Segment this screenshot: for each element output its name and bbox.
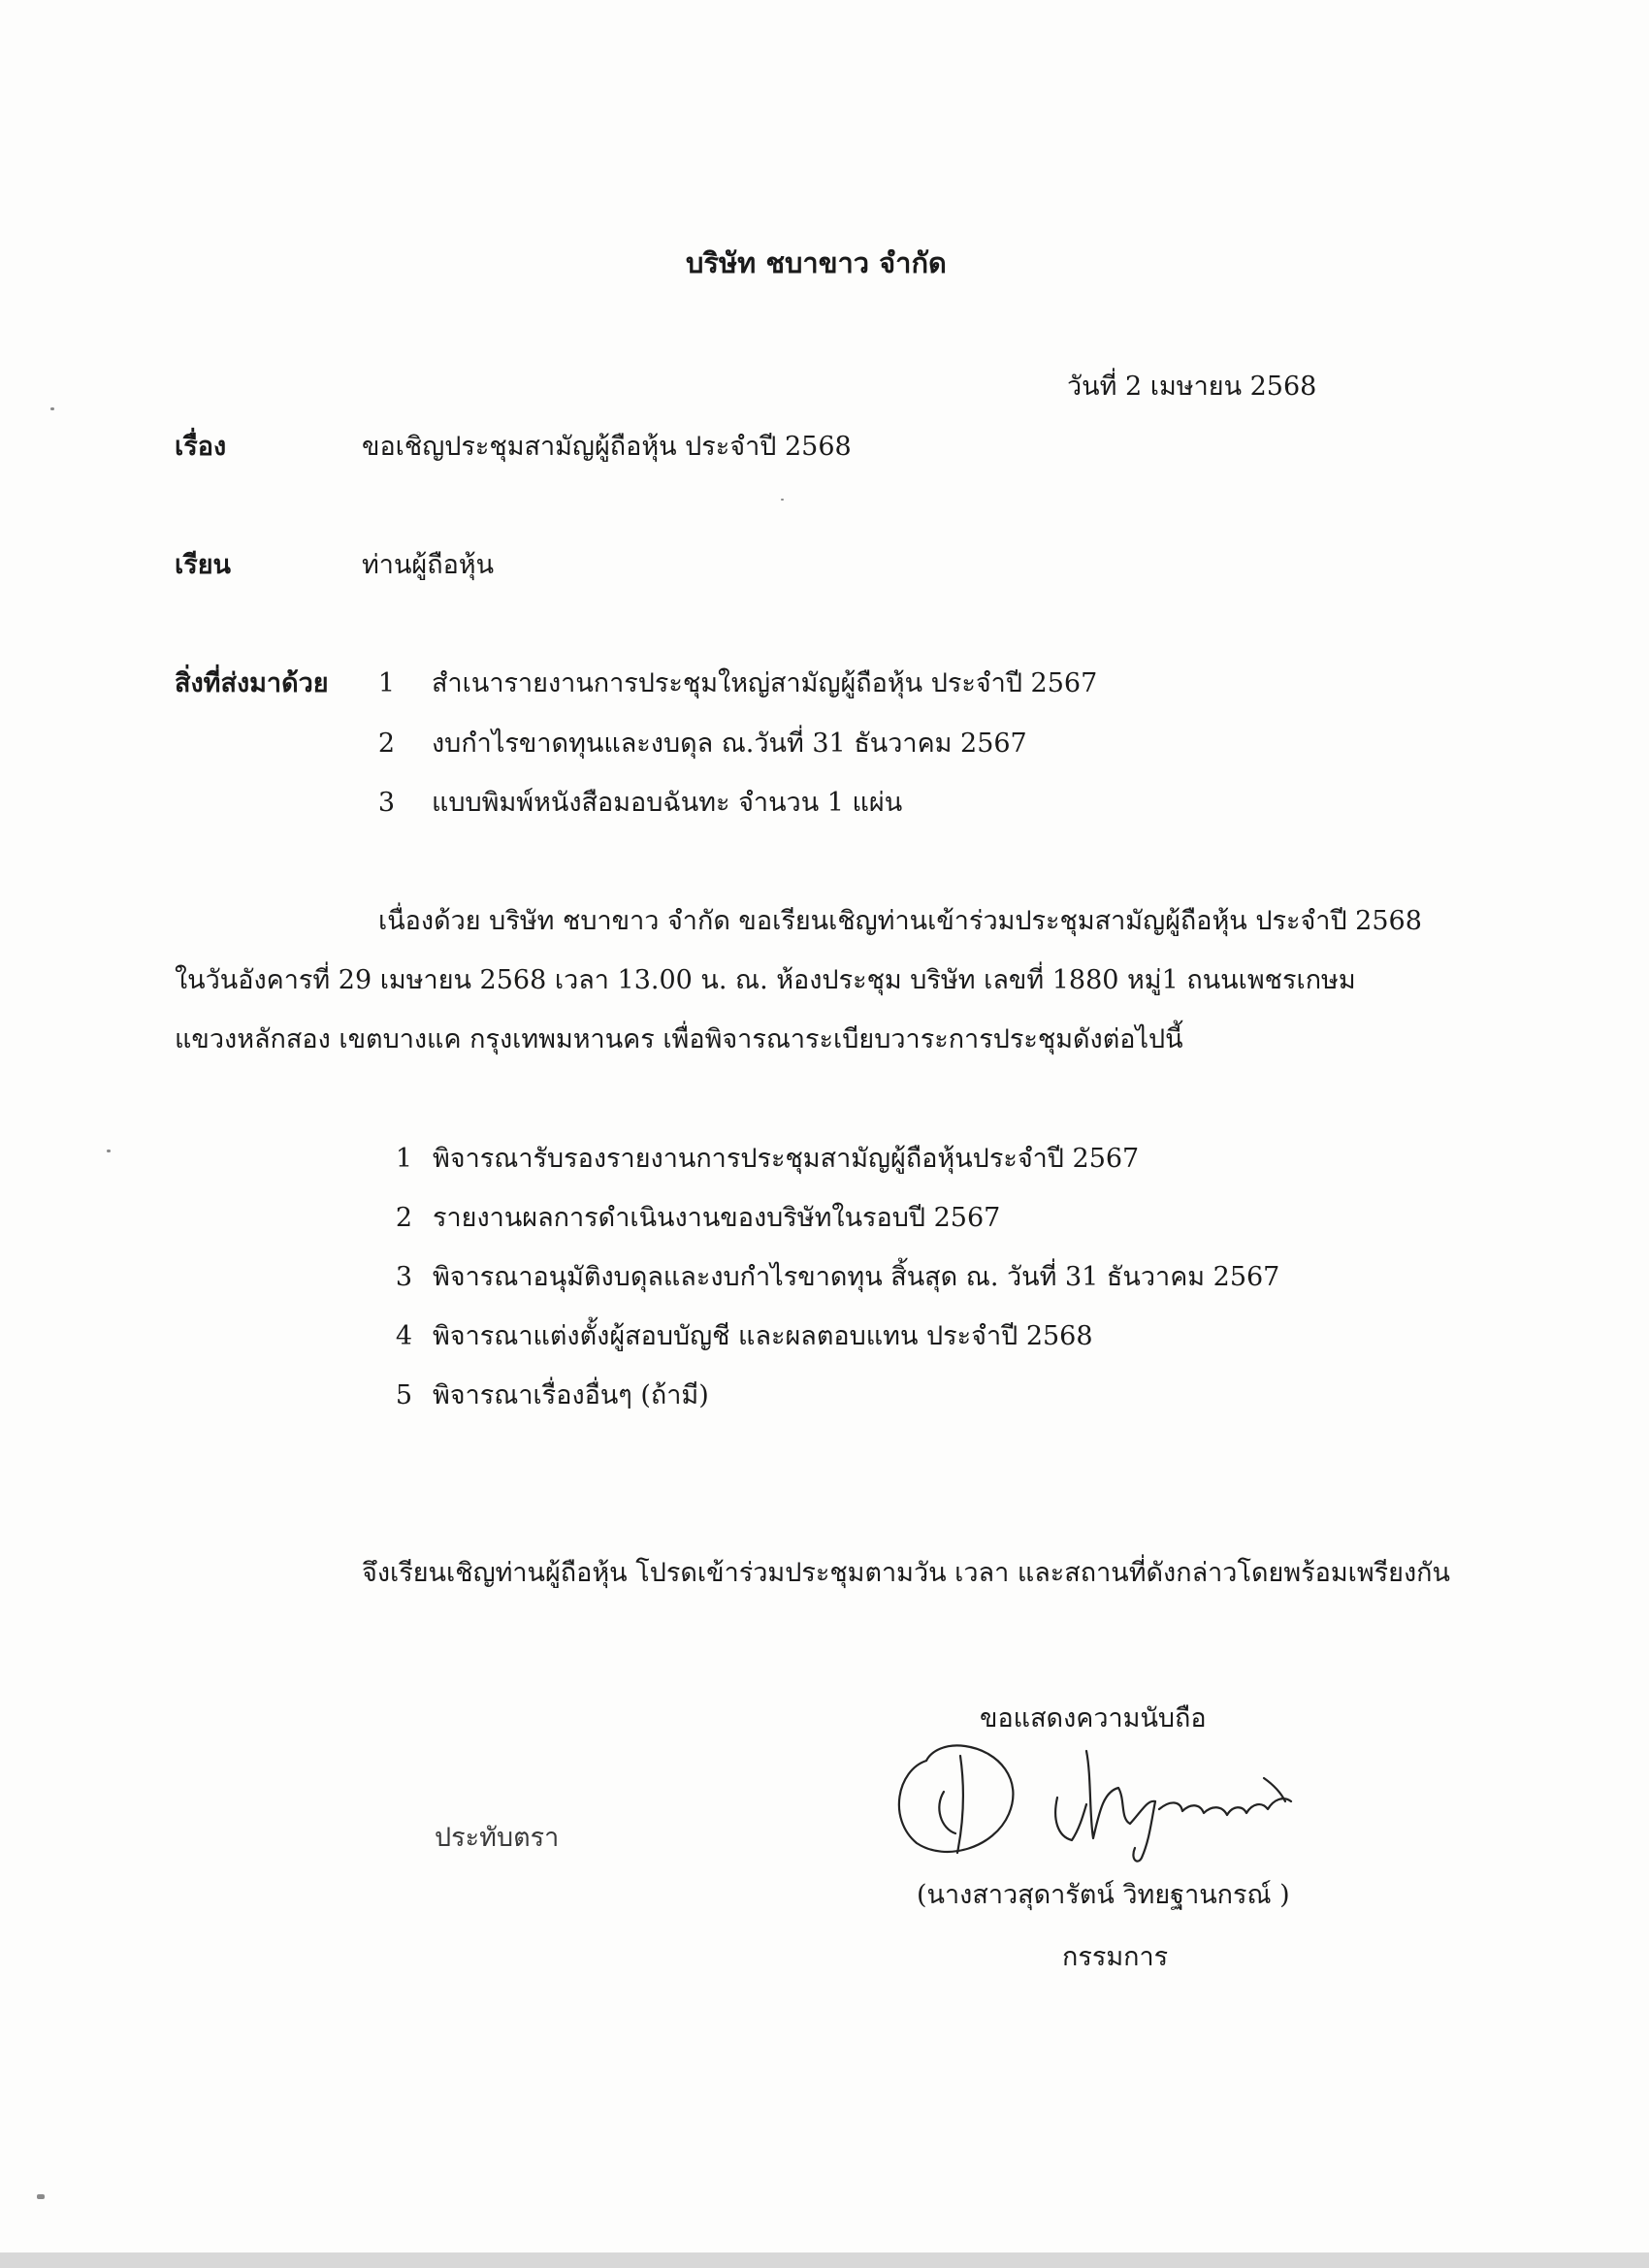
enclosure-number: 3 [377, 788, 395, 818]
agenda-item: พิจารณาอนุมัติงบดุลและงบกำไรขาดทุน สิ้นสุด ณ. วันที่ 31 ธันวาคม 2567 [433, 1262, 1280, 1292]
body-line: เนื่องด้วย บริษัท ชบาขาว จำกัด ขอเรียนเชิญท่านเข้าร่วมประชุมสามัญผู้ถือหุ้น ประจำปี 2568 [378, 906, 1422, 936]
seal-label: ประทับตรา [435, 1823, 560, 1853]
signatory-title: กรรมการ [1062, 1942, 1169, 1972]
body-line: แขวงหลักสอง เขตบางแค กรุงเทพมหานคร เพื่อพิจารณาระเบียบวาระการประชุมดังต่อไปนี้ [175, 1024, 1183, 1054]
recipient-label: เรียน [175, 550, 232, 580]
agenda-number: 3 [395, 1262, 412, 1292]
enclosure-item: งบกำไรขาดทุนและงบดุล ณ.วันที่ 31 ธันวาคม 2567 [432, 729, 1027, 759]
enclosure-number: 2 [377, 729, 395, 759]
enclosures-label: สิ่งที่ส่งมาด้วย [175, 668, 329, 698]
agenda-number: 5 [395, 1380, 412, 1410]
signatory-name: (นางสาวสุดารัตน์ วิทยฐานกรณ์ ) [917, 1880, 1290, 1910]
agenda-item: พิจารณาแต่งตั้งผู้สอบบัญชี และผลตอบแทน ประจำปี 2568 [433, 1321, 1093, 1351]
agenda-item: รายงานผลการดำเนินงานของบริษัทในรอบปี 2567 [433, 1203, 1001, 1233]
closing-invitation: จึงเรียนเชิญท่านผู้ถือหุ้น โปรดเข้าร่วมประชุมตามวัน เวลา และสถานที่ดังกล่าวโดยพร้อมเพรียงกัน [362, 1558, 1450, 1588]
enclosure-item: สำเนารายงานการประชุมใหญ่สามัญผู้ถือหุ้น ประจำปี 2567 [432, 668, 1098, 698]
scan-speck [107, 1150, 111, 1152]
body-line: ในวันอังคารที่ 29 เมษายน 2568 เวลา 13.00 น. ณ. ห้องประชุม บริษัท เลขที่ 1880 หมู่1 ถนนเพชรเกษม [175, 965, 1356, 995]
recipient-text: ท่านผู้ถือหุ้น [362, 550, 495, 580]
scan-speck [781, 499, 784, 501]
scan-speck [37, 2194, 45, 2199]
agenda-number: 1 [395, 1144, 412, 1174]
scan-bottom-edge [0, 2252, 1649, 2268]
company-name: บริษัท ชบาขาว จำกัด [686, 246, 947, 279]
signature-image [888, 1732, 1305, 1867]
letter-date: วันที่ 2 เมษายน 2568 [1067, 372, 1317, 402]
agenda-item: พิจารณารับรองรายงานการประชุมสามัญผู้ถือหุ้นประจำปี 2567 [433, 1144, 1140, 1174]
subject-text: ขอเชิญประชุมสามัญผู้ถือหุ้น ประจำปี 2568 [362, 432, 852, 462]
regards: ขอแสดงความนับถือ [980, 1703, 1207, 1733]
enclosure-number: 1 [377, 668, 395, 698]
enclosure-item: แบบพิมพ์หนังสือมอบฉันทะ จำนวน 1 แผ่น [432, 788, 903, 818]
subject-label: เรื่อง [175, 432, 227, 462]
agenda-number: 4 [395, 1321, 412, 1351]
agenda-item: พิจารณาเรื่องอื่นๆ (ถ้ามี) [433, 1380, 709, 1410]
agenda-number: 2 [395, 1203, 412, 1233]
scan-speck [50, 407, 54, 410]
